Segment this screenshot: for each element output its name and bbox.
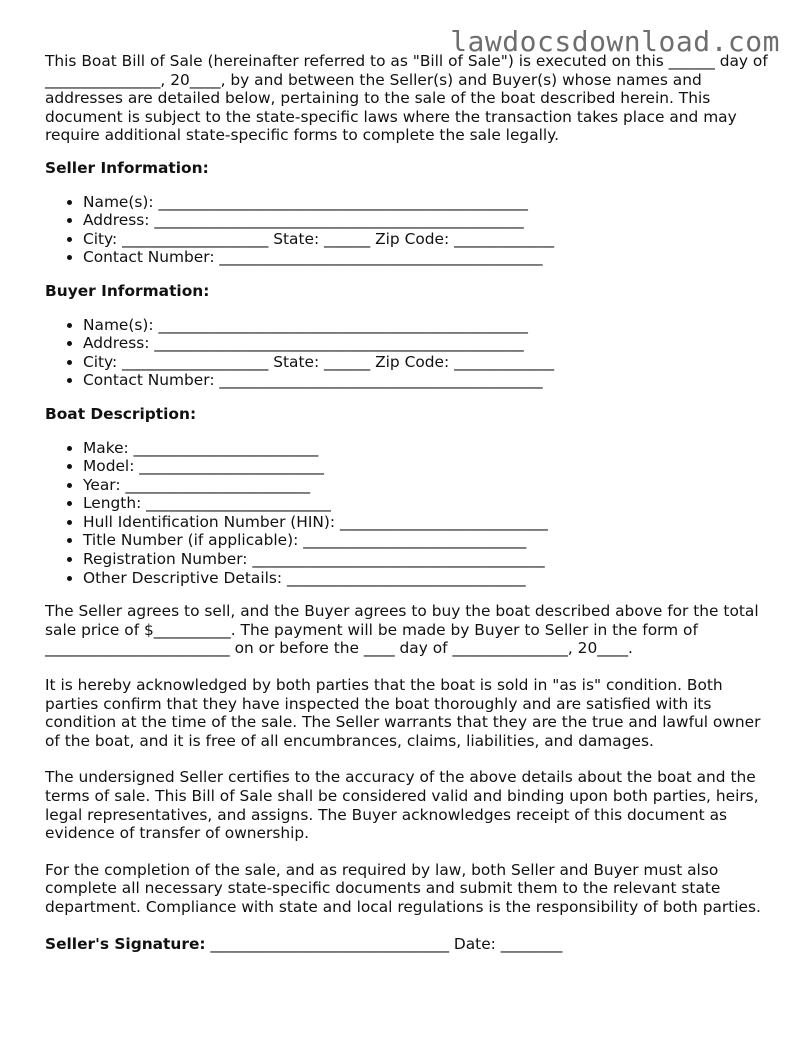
watermark: lawdocsdownload.com	[450, 25, 780, 58]
seller-name-field: • Name(s): ________________________________________________	[83, 193, 775, 212]
boat-registration-field: • Registration Number: ______________________________________	[83, 550, 775, 569]
seller-list	[45, 193, 775, 267]
seller-address-field: • Address: ________________________________________________	[83, 211, 775, 230]
buyer-city-field: • City: ___________________ State: ______ Zip Code: _____________	[83, 353, 775, 372]
boat-make-field: • Make: ________________________	[83, 439, 775, 458]
intro-paragraph: This Boat Bill of Sale (hereinafter referred to as "Bill of Sale") is executed on this ______ day of _______________, 20____, by and between the Seller(s) and Buyer(s) whose names and addresses are detailed below, pertaining to the sale of the boat described herein. This document is subject to the state-specific laws where the transaction takes place and may require additional state-specific forms to complete the sale legally.	[45, 52, 768, 145]
seller-heading: Seller Information:	[45, 158, 209, 177]
signature-line	[45, 935, 775, 954]
signature-label: Seller's Signature:	[45, 934, 206, 953]
sale-price-paragraph: The Seller agrees to sell, and the Buyer agrees to buy the boat described above for the total sale price of $__________. The payment will be made by Buyer to Seller in the form of ________________________ on or before the ____ day of _______________, 20____.	[45, 602, 759, 658]
boat-heading: Boat Description:	[45, 404, 197, 423]
boat-title-field: • Title Number (if applicable): _____________________________	[83, 531, 775, 550]
buyer-list	[45, 316, 775, 390]
certification-paragraph: The undersigned Seller certifies to the accuracy of the above details about the boat and the terms of sale. This Bill of Sale shall be considered valid and binding upon both parties, heirs, legal representatives, and assigns. The Buyer acknowledges receipt of this document as evidence of transfer of ownership.	[45, 768, 759, 843]
buyer-address-field: • Address: ________________________________________________	[83, 334, 775, 353]
boat-hin-field: • Hull Identification Number (HIN): ___________________________	[83, 513, 775, 532]
buyer-name-field: • Name(s): ________________________________________________	[83, 316, 775, 335]
boat-details-field: • Other Descriptive Details: _______________________________	[83, 569, 775, 588]
boat-length-field: • Length: ________________________	[83, 494, 775, 513]
seller-contact-field: • Contact Number: __________________________________________	[83, 248, 775, 267]
seller-city-field: • City: ___________________ State: ______ Zip Code: _____________	[83, 230, 775, 249]
boat-list	[45, 439, 775, 588]
buyer-heading: Buyer Information:	[45, 281, 210, 300]
boat-model-field: • Model: ________________________	[83, 457, 775, 476]
document-body	[45, 52, 775, 953]
boat-year-field: • Year: ________________________	[83, 476, 775, 495]
buyer-contact-field: • Contact Number: __________________________________________	[83, 371, 775, 390]
compliance-paragraph: For the completion of the sale, and as required by law, both Seller and Buyer must also complete all necessary state-specific documents and submit them to the relevant state department. Compliance with state and local regulations is the responsibility of both parties.	[45, 860, 761, 916]
as-is-paragraph: It is hereby acknowledged by both parties that the boat is sold in "as is" condition. Both parties confirm that they have inspected the boat thoroughly and are satisfied with its condition at the time of the sale. The Seller warrants that they are the true and lawful owner of the boat, and it is free of all encumbrances, claims, liabilities, and damages.	[45, 676, 761, 750]
signature-blank: _______________________________ Date: ________	[205, 934, 563, 953]
